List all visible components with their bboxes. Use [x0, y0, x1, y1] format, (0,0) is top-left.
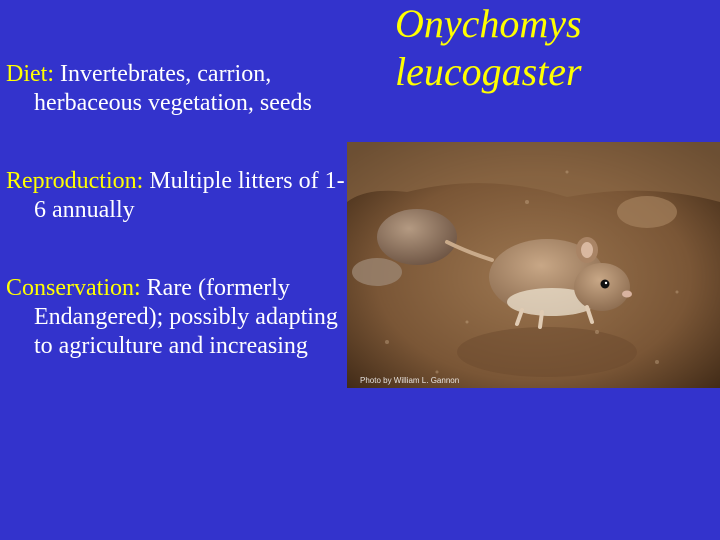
title-line-species: leucogaster	[395, 49, 582, 94]
bullet-diet-text: Invertebrates, carrion, herbaceous vegetation, seeds	[34, 61, 312, 116]
bullet-list	[6, 60, 346, 361]
bullet-reproduction-label: Reproduction:	[6, 168, 144, 194]
bullet-conservation-label: Conservation:	[6, 275, 141, 301]
bullet-diet-label: Diet:	[6, 61, 54, 87]
mouse-photo-illustration	[347, 142, 720, 388]
bullet-reproduction	[6, 167, 346, 225]
photo-credit: Photo by William L. Gannon	[360, 376, 460, 385]
bullet-diet	[6, 60, 346, 118]
bullet-reproduction-text: Multiple litters of 1-6 annually	[34, 168, 345, 223]
bullet-conservation-text: Rare (formerly Endangered); possibly adapting to agriculture and increasing	[34, 275, 338, 359]
mouse-photo	[347, 142, 720, 388]
bullet-conservation	[6, 274, 346, 361]
title-line-genus: Onychomys	[395, 1, 582, 46]
slide-title	[395, 0, 582, 96]
